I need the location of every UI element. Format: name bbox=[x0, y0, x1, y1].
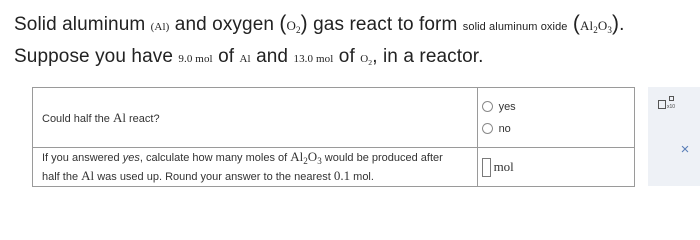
option-yes[interactable] bbox=[482, 96, 634, 118]
text: . bbox=[619, 14, 625, 35]
al-symbol: Al bbox=[112, 109, 126, 125]
scientific-notation-button[interactable] bbox=[657, 95, 677, 111]
option-yes-label: yes bbox=[498, 100, 516, 113]
question-row-2 bbox=[33, 148, 635, 187]
text: and oxygen bbox=[169, 14, 280, 35]
problem-statement bbox=[14, 9, 694, 74]
option-no-label: no bbox=[498, 122, 511, 135]
text: of bbox=[333, 46, 361, 67]
text: and bbox=[250, 46, 294, 67]
option-no[interactable] bbox=[482, 118, 634, 140]
paren: ) bbox=[300, 12, 308, 35]
amount-al: 9.0 mol bbox=[178, 53, 213, 65]
answer-tools-panel bbox=[648, 87, 700, 186]
question-2-answer bbox=[477, 148, 634, 187]
x10-label: x10 bbox=[667, 104, 676, 110]
exponent-box-icon bbox=[669, 96, 674, 101]
mantissa-box-icon bbox=[658, 100, 666, 109]
answer-input[interactable] bbox=[482, 158, 491, 177]
radio-no[interactable] bbox=[482, 123, 493, 134]
problem-line-1 bbox=[14, 9, 694, 42]
question-2-text: If you answered yes, calculate how many moles of $Al_2O_3$ would be produced after half the Al was used up. Round your answer to the nearest 0.1 mol. bbox=[33, 148, 478, 187]
paren: ) bbox=[612, 12, 620, 35]
amount-o2: 13.0 mol bbox=[293, 53, 334, 65]
question-table bbox=[32, 87, 635, 187]
question-1-options bbox=[477, 88, 634, 148]
problem-line-2 bbox=[14, 42, 694, 74]
paren: ( bbox=[572, 12, 580, 35]
al2o3-formula: $Al_2O_3$ bbox=[290, 149, 322, 166]
text: gas react to form bbox=[307, 14, 463, 35]
text: of bbox=[212, 46, 240, 67]
product-name: solid aluminum oxide bbox=[462, 21, 568, 33]
text: Solid aluminum bbox=[14, 14, 151, 35]
text: , in a reactor. bbox=[372, 46, 484, 67]
paren: ( bbox=[279, 12, 287, 35]
clear-button[interactable]: × bbox=[680, 141, 690, 158]
al-symbol: (Al) bbox=[150, 21, 170, 33]
question-row-1 bbox=[33, 88, 635, 148]
radio-yes[interactable] bbox=[482, 101, 493, 112]
o2-text: $O_2$ bbox=[360, 53, 373, 67]
o2-symbol: $O_2$ bbox=[286, 18, 301, 35]
question-1-text: Could half the Al react? bbox=[33, 88, 478, 148]
al2o3-formula: $Al_2O_3$ bbox=[579, 18, 612, 35]
unit-label: mol bbox=[493, 159, 514, 174]
text: Suppose you have bbox=[14, 46, 179, 67]
al-text: Al bbox=[239, 53, 251, 65]
